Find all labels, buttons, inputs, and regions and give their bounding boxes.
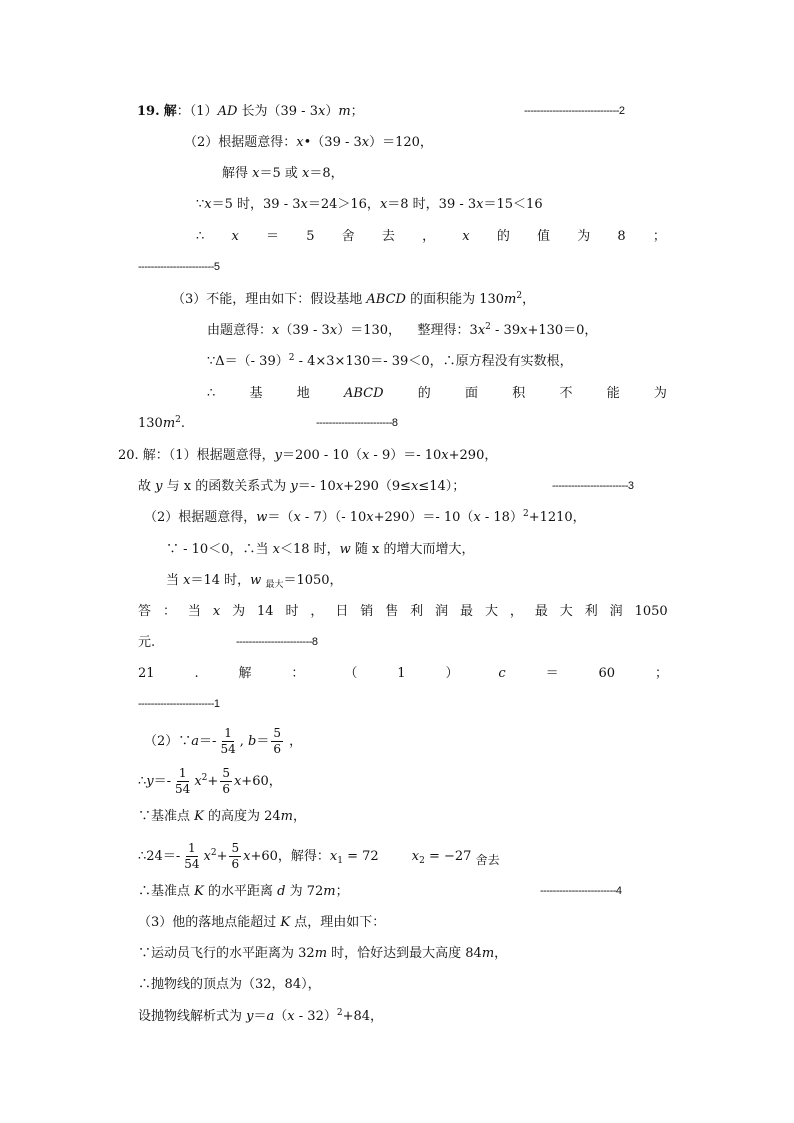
q19-line-5-token: 去 [381, 229, 395, 244]
q20-line-6-token: 销 [360, 604, 374, 619]
q20-line-6 [138, 603, 668, 621]
q20-line-6-token: 售 [385, 604, 399, 619]
q20-line-6-token: ： [162, 604, 176, 619]
q20-line-6-token: 润 [609, 604, 623, 619]
fraction: $\frac{5}{6}$ [231, 841, 240, 871]
q19-line-5-token: x [462, 229, 470, 244]
q20-line-6-token: 当 [187, 604, 201, 619]
q19-line-9-token: 的 [417, 386, 431, 401]
q19-line-9-token: 面 [464, 386, 478, 401]
q20-line-6-token: 时 [285, 604, 299, 619]
q21-line-1 [138, 665, 668, 683]
q20-line-7: 元. [138, 635, 156, 650]
q21-line-8: ∵运动员飞行的水平距离为 32m 时，恰好达到最大高度 84m， [138, 946, 508, 961]
q19-line-5-token: ∴ [196, 229, 205, 244]
q20-line-6-token: 最 [460, 604, 474, 619]
q20-line-6-token: 为 [232, 604, 246, 619]
q21-line-1-token: 解 [238, 666, 252, 681]
q21-line-2: （2）∵a＝- $\frac{1}{54}$ , b＝ $\frac{5}{6}$ ， [144, 726, 303, 756]
q19-line-9-token: 不 [559, 386, 573, 401]
q20-line-6-token: ， [509, 604, 523, 619]
q20-line-6-token: 日 [335, 604, 349, 619]
q21-line-3: ∴y＝- $\frac{1}{54}$ $x^2+$ $\frac{5}{6}$ x+60， [138, 766, 282, 796]
q19-line-6: （3）不能，理由如下：假设基地 ABCD 的面积能为 $130m^2$， [172, 291, 536, 307]
q19-score-3: ------------------------8 [316, 417, 398, 429]
q20-line-4: ∵ - 10＜0，∴当 x＜18 时，w 随 x 的增大而增大， [166, 542, 475, 557]
q21-line-1-token: ＝ [545, 666, 559, 681]
q19-line-5-token: 为 [577, 229, 591, 244]
q19-line-7: 由题意得：x（39 - 3x）＝130， 整理得：$3x^2 - 39x+130=0$， [207, 322, 598, 338]
q19-line-8: ∵Δ＝（- 39）$^2$ - 4×3×130＝- 39＜0，∴原方程没有实数根， [207, 353, 573, 369]
q19-line-5 [196, 228, 666, 246]
q19-line-5-token: ； [652, 229, 666, 244]
q21-line-9: ∴抛物线的顶点为（32，84）， [138, 977, 321, 992]
q21-line-1-token: 1 [397, 666, 406, 681]
q21-line-1-token: ： [291, 666, 305, 681]
q21-score-1: ------------------------1 [138, 698, 220, 710]
q21-score-2: ------------------------4 [540, 885, 622, 897]
q19-line-9-token: 地 [296, 386, 310, 401]
q20-line-2: 故 y 与 x 的函数关系式为 y＝- 10x+290（9≤x≤14）； [138, 479, 466, 494]
q19-line-9-token: 积 [512, 386, 526, 401]
q19-line-4: ∵x＝5 时，39 - 3x＝24＞16，x＝8 时，39 - 3x＝15＜16 [196, 197, 543, 212]
fraction: $\frac{1}{54}$ [175, 766, 191, 796]
q19-line-5-token: x [231, 229, 239, 244]
q20-line-3: （2）根据题意得，w＝（x - 7）（- 10x+290）＝- 10（x - 18）$^2$+1210， [144, 509, 586, 525]
fraction: $\frac{5}{6}$ [222, 766, 230, 796]
q21-line-1-token: ） [445, 666, 459, 681]
q19-score-1: ------------------------------2 [524, 105, 625, 117]
q20-line-5: 当 x＝14 时，w $_{最大}$＝1050， [166, 573, 343, 590]
q20-line-6-token: 利 [584, 604, 598, 619]
q20-line-6-token: 1050 [634, 604, 668, 619]
q19-line-9-token: 基 [249, 386, 263, 401]
q21-line-5: ∴24＝- $\frac{1}{54}$ $x^2+$ $\frac{5}{6}$ x+60，解得：$x_1 = 72$ $x_2 = -27$ 舍去 [138, 841, 500, 871]
q19-line-9-token: 为 [653, 386, 667, 401]
q20-line-1: 20. 解：（1）根据题意得，y＝200 - 10（x - 9）＝- 10x+290， [118, 448, 498, 463]
q19-line-5-token: 舍 [341, 229, 355, 244]
q19-line-5-token: 的 [496, 229, 510, 244]
fraction: $\frac{1}{54}$ [220, 726, 236, 756]
q20-line-6-token: x [212, 604, 221, 619]
q21-line-1-token: c [498, 666, 506, 681]
q19-line-9 [207, 385, 667, 403]
q21-line-4: ∵基准点 K 的高度为 24m， [138, 809, 307, 824]
q19-line-9-token: ∴ [207, 386, 216, 401]
q19-line-9-token: ABCD [343, 386, 384, 401]
q20-line-6-token: 答 [138, 604, 152, 619]
fraction: $\frac{5}{6}$ [273, 726, 281, 756]
fraction: $\frac{1}{54}$ [184, 841, 200, 871]
q19-line-5-token: ， [422, 229, 436, 244]
q20-score-1: ------------------------3 [552, 480, 634, 492]
q20-line-6-token: 最 [534, 604, 548, 619]
q20-score-2: ------------------------8 [236, 636, 318, 648]
q19-line-9-token: 能 [606, 386, 620, 401]
q19-score-2: ------------------------5 [138, 261, 220, 273]
q21-line-1-token: . [194, 666, 199, 681]
q21-line-6: ∴基准点 K 的水平距离 d 为 72m； [138, 884, 349, 899]
q19-line-2: （2）根据题意得：x•（39 - 3x）＝120， [184, 135, 433, 150]
q19-line-10: $130m^2$. [138, 415, 186, 431]
q20-line-6-token: 14 [257, 604, 274, 619]
q21-line-7: （3）他的落地点能超过 K 点，理由如下： [138, 915, 386, 930]
q19-line-5-token: ＝ [266, 229, 280, 244]
q21-line-1-token: ； [654, 666, 668, 681]
q20-line-6-token: 利 [410, 604, 424, 619]
q19-line-5-token: 8 [617, 229, 626, 244]
q19-line-5-token: 值 [537, 229, 551, 244]
q21-line-10: 设抛物线解析式为 y＝a（x - 32）$^2$+84， [138, 1008, 384, 1024]
q20-line-6-token: 大 [559, 604, 573, 619]
q21-line-1-token: 60 [598, 666, 616, 681]
q19-line-3: 解得 x＝5 或 x＝8， [222, 166, 344, 181]
q21-line-1-token: 21 [138, 666, 155, 681]
q21-line-1-token: （ [344, 666, 358, 681]
q19-line-5-token: 5 [306, 229, 315, 244]
q20-line-6-token: 大 [484, 604, 498, 619]
q19-line-1: 19. 解：（1）AD 长为（39 - 3x）m； [137, 104, 364, 119]
q20-line-6-token: 润 [435, 604, 449, 619]
q20-line-6-token: ， [310, 604, 324, 619]
